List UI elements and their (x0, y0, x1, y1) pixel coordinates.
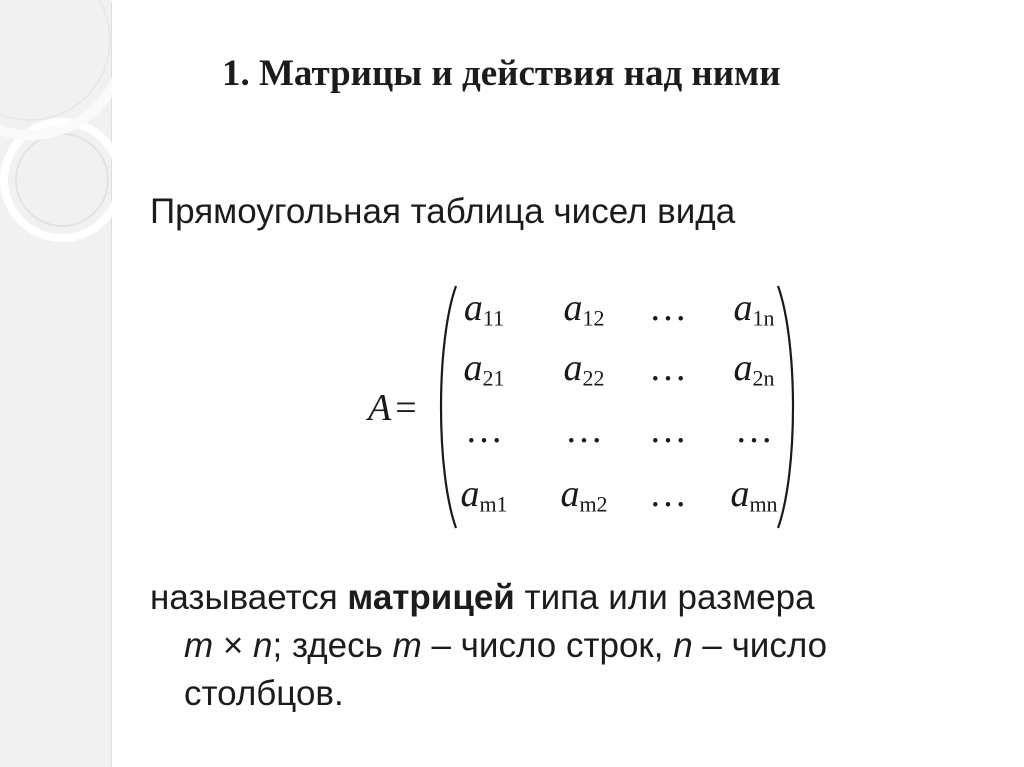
matrix-cell-base: a (563, 287, 583, 329)
matrix-lhs (368, 386, 417, 430)
matrix-cell-base: a (463, 287, 483, 329)
equals-sign: = (395, 387, 417, 429)
var-n: n (253, 626, 273, 665)
definition-text-part: называется (150, 578, 348, 617)
matrix-cell-index: 22 (582, 365, 605, 391)
matrix-cell (649, 472, 687, 516)
left-parenthesis (432, 282, 462, 532)
decorative-circles (0, 0, 112, 767)
decorative-side-band (0, 0, 112, 767)
matrix-cell-index: 11 (482, 305, 505, 331)
matrix-cell (465, 408, 503, 452)
matrix-cell (730, 472, 777, 518)
definition-text (150, 574, 970, 718)
matrix-name: A (368, 387, 392, 429)
matrix-formula (362, 282, 802, 532)
matrix-cell-index: 21 (482, 365, 505, 391)
definition-line-2 (150, 622, 970, 670)
matrix-cell (464, 286, 504, 332)
matrix-cell-base: … (735, 409, 773, 451)
var-n: n (673, 626, 693, 665)
matrix-cell (564, 286, 605, 332)
matrix-cell (460, 472, 507, 518)
matrix-cell-base: … (649, 409, 687, 451)
matrix-cell-base: a (560, 473, 580, 515)
matrix-cell (734, 346, 775, 392)
definition-text-part: – число (692, 626, 828, 665)
matrix-cell-index: 1n (752, 305, 775, 331)
matrix-cell-base: a (563, 347, 583, 389)
matrix-cell-index: 12 (582, 305, 605, 331)
matrix-cell (734, 286, 775, 332)
matrix-cell-base: … (649, 473, 687, 515)
matrix-cell-base: a (463, 347, 483, 389)
definition-line-3: столбцов. (184, 674, 344, 713)
matrix-cell-index: mn (749, 491, 778, 517)
matrix-cell-base: a (460, 473, 480, 515)
matrix-cell-base: a (733, 347, 753, 389)
slide-title: 1. Матрицы и действия над ними (222, 53, 781, 94)
matrix-cell-base: … (465, 409, 503, 451)
matrix-cell (649, 286, 687, 330)
matrix-cell (565, 408, 603, 452)
var-m: m (392, 626, 422, 665)
matrix-cell-index: 2n (752, 365, 775, 391)
definition-text-part: типа или размера (514, 578, 815, 617)
matrix-cell (560, 472, 607, 518)
matrix-cell (564, 346, 605, 392)
matrix-cell-base: … (565, 409, 603, 451)
matrix-cell-base: a (730, 473, 750, 515)
matrix-cell-base: … (649, 287, 687, 329)
times-sign: × (213, 626, 254, 665)
matrix-cell (464, 346, 505, 392)
definition-text-part: ; здесь (272, 626, 393, 665)
definition-text-part: – число строк, (421, 626, 674, 665)
matrix-cell (649, 346, 687, 390)
matrix-cell-index: m1 (479, 491, 508, 517)
definition-line-1 (150, 574, 970, 622)
var-m: m (184, 626, 214, 665)
matrix-cell-base: a (733, 287, 753, 329)
intro-text: Прямоугольная таблица чисел вида (150, 192, 736, 231)
matrix-cell (735, 408, 773, 452)
matrix-cell (649, 408, 687, 452)
matrix-cell-base: … (649, 347, 687, 389)
matrix-cell-index: m2 (579, 491, 608, 517)
term-matrix: матрицей (347, 578, 515, 617)
